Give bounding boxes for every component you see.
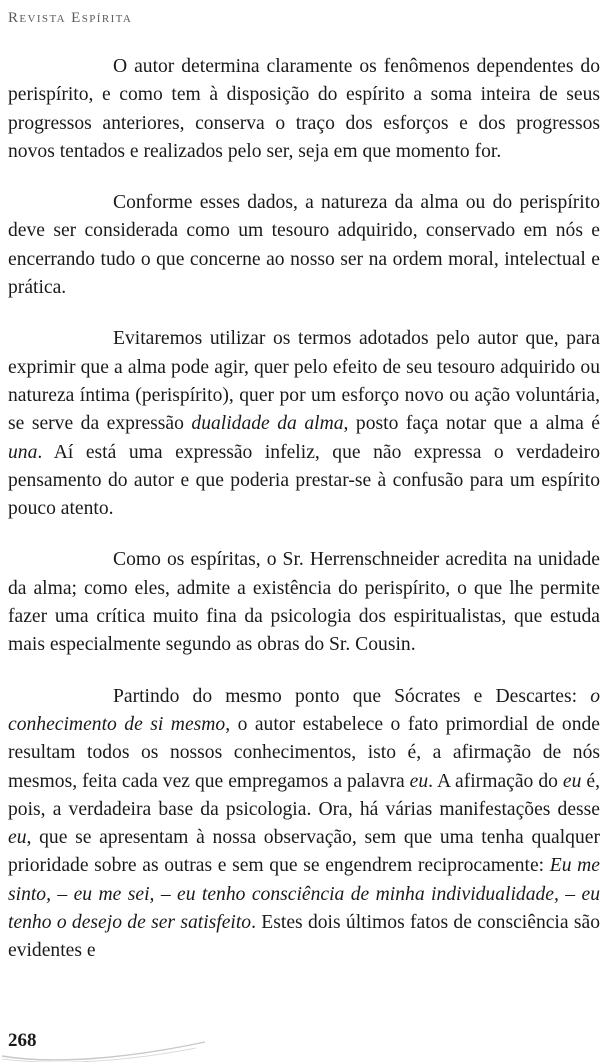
italic-text-segment: eu bbox=[8, 827, 27, 849]
italic-text-segment: eu bbox=[409, 770, 429, 792]
italic-text-segment: dualidade da alma bbox=[191, 413, 344, 435]
paragraph-1 bbox=[8, 53, 600, 166]
italic-text-segment: Eu me sinto, – eu me sei, – eu tenho consciência de minha individualidade, – eu tenho o desejo de ser satisfeito bbox=[8, 855, 600, 934]
text-segment: . A afirmação do bbox=[428, 770, 563, 792]
text-segment: Como os espíritas, o Sr. Herrenschneider acredita na unidade da alma; como eles, admite a existência do perispírito, o que lhe permite fazer uma crítica muito fina da psicologia dos espiritualistas, que estuda mais especialmente segundo as obras do Sr. Cousin. bbox=[8, 549, 600, 656]
body-text bbox=[8, 53, 600, 966]
italic-text-segment: una bbox=[8, 441, 38, 463]
text-segment: Evitaremos utilizar os termos adotados pelo autor que, para exprimir que a alma pode agir, quer pelo efeito de seu tesouro adquirido ou natureza íntima (perispírito), quer por um esforço novo ou ação voluntária, se serve da expressão bbox=[8, 328, 600, 435]
paragraph-3 bbox=[8, 325, 600, 523]
text-segment: , posto faça notar que a alma é bbox=[343, 413, 600, 435]
text-segment: é, pois, a verdadeira base da psicologia. Ora, há várias manifestações desse bbox=[8, 770, 600, 820]
italic-text-segment: o conhecimento de si mesmo bbox=[8, 685, 600, 735]
italic-text-segment: eu bbox=[562, 770, 582, 792]
text-segment: Conforme esses dados, a natureza da alma ou do perispírito deve ser considerada como um tesouro adquirido, conservado em nós e encerrando tudo o que concerne ao nosso ser na ordem moral, intelectual e prática. bbox=[8, 192, 600, 299]
text-segment: , o autor estabelece o fato primordial de onde resultam todos os nossos conhecimentos, isto é, a afirmação de nós mesmos, feita cada vez que empregamos a palavra bbox=[8, 713, 600, 792]
text-segment: . Estes dois últimos fatos de consciência são evidentes e bbox=[8, 912, 600, 962]
paragraph-5 bbox=[8, 683, 600, 966]
text-segment: . Aí está uma expressão infeliz, que não expressa o verdadeiro pensamento do autor e que poderia prestar-se à confusão para um espírito pouco atento. bbox=[8, 441, 600, 520]
text-segment: , que se apresentam à nossa observação, sem que uma tenha qualquer prioridade sobre as outras e sem que se engendrem reciprocamente: bbox=[8, 827, 600, 877]
page-number: 268 bbox=[8, 1030, 37, 1051]
text-segment: Partindo do mesmo ponto que Sócrates e Descartes: bbox=[113, 685, 591, 707]
paragraph-2 bbox=[8, 189, 600, 302]
paragraph-4 bbox=[8, 546, 600, 659]
text-segment: O autor determina claramente os fenômenos dependentes do perispírito, e como tem à disposição do espírito a soma inteira de seus progressos anteriores, conserva o traço dos esforços e dos progressos novos tentados e realizados pelo ser, seja em que momento for. bbox=[8, 56, 600, 162]
running-head-title: Revista Espírita bbox=[8, 10, 133, 26]
